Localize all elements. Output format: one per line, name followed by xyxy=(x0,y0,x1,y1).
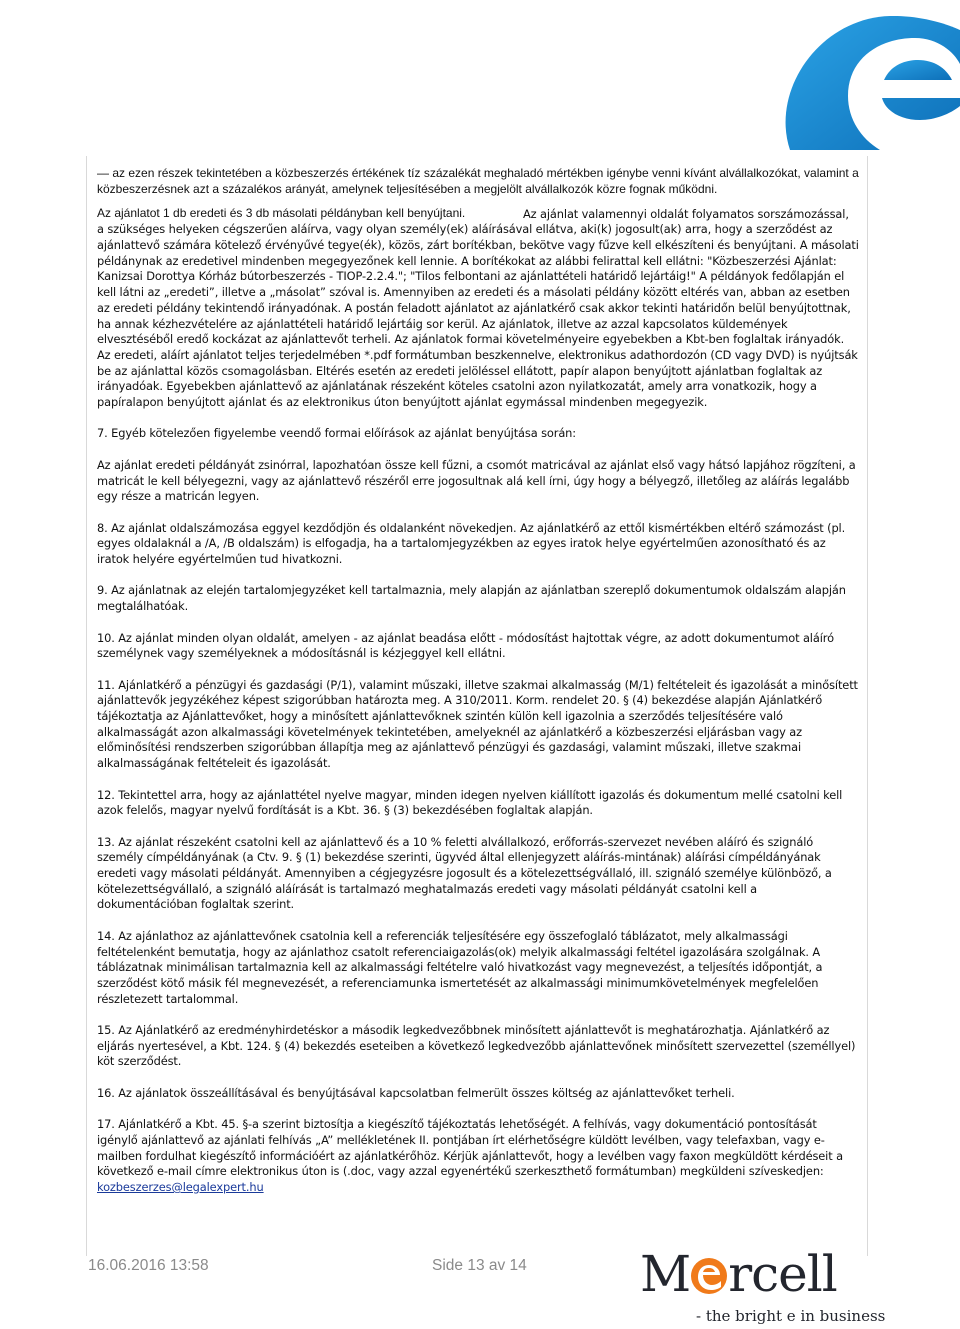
brand-tagline: - the bright e in business xyxy=(696,1307,886,1325)
section-11: 11. Ajánlatkérő a pénzügyi és gazdasági (P/1), valamint műszaki, illetve szakmai alkalmasság (M/1) feltételeit és igazolását a minősített ajánlattevők jegyzékéhez képest szigorúbban határozta meg. A 310/2011. Korm. rendelet 20. § (4) bekezdése alapján Ajánlatkérő tájékoztatja az Ajánlattevőket, hogy a minősített ajánlattevőknek szintén külön kell igazolnia a szerződés teljesítésére való alkalmasságát azon alkalmassági követelmények tekintetében, amelyeknél az ajánlatkérő a közbeszerzési eljárásban vagy az előminősítési rendszerben szigorúbban állapítja meg az ajánlattevő pénzügyi és gazdasági, valamint műszaki, illetve szakmai alkalmasságának feltételeit és igazolását. xyxy=(97,677,858,771)
footer-date: 16.06.2016 13:58 xyxy=(88,1257,209,1274)
section-16: 16. Az ajánlatok összeállításával és benyújtásával kapcsolatban felmerült összes költség az ajánlattevőket terheli. xyxy=(97,1085,735,1100)
section-13: 13. Az ajánlat részeként csatolni kell az ajánlattevő és a 10 % feletti alvállalkozó, erőforrás-szervezet nevében aláíró és szignáló személy címpéldányának (a Ctv. 9. § (1) bekezdése szerinti, ügyvéd által ellenjegyzett aláírás-mintának) aláírási címpéldányának eredeti vagy másolati példányát. Amennyiben a cégjegyzésre jogosult és a kötelezettségvállaló, ill. szignáló személye különböző, a kötelezettségvállaló, a szignáló aláírását is tartalmazó meghatalmazás eredeti vagy másolati példányát csatolni kell a dokumentációban foglaltak szerint. xyxy=(97,834,832,912)
brand-wordmark xyxy=(640,1244,837,1304)
paragraph-subcontractors: — az ezen részek tekintetében a közbeszerzés értékének tíz százalékát meghaladó mértékben igénybe venni kívánt alvállalkozókat, valamint a közbeszerzésnek azt a százalékos arányát, amelynek teljesítésében a megjelölt alvállalkozók közre fognak működni. xyxy=(97,166,859,196)
brand-logo xyxy=(640,1245,886,1329)
section-8: 8. Az ajánlat oldalszámozása eggyel kezdődjön és oldalanként növekedjen. Az ajánlatkérő az ettől kismértékben eltérő számozást (pl. egyes oldalaknál a /A, /B oldalszám) is elfogadja, ha a tartalomjegyzékben az egyes iratok helye egyértelműen azonosítható és az iratok helyére egyértelműen tud hivatkozni. xyxy=(97,520,846,567)
section-10: 10. Az ajánlat minden olyan oldalát, amelyen - az ajánlat beadása előtt - módosítást hajtottak végre, az adott dokumentumot aláíró személynek vagy személyeknek a módosításnál is kézjeggyel kell ellátni. xyxy=(97,630,834,661)
brand-m: M xyxy=(640,1245,691,1303)
section-17 xyxy=(97,1117,859,1196)
brand-rest: rcell xyxy=(728,1245,837,1303)
section-15: 15. Az Ajánlatkérő az eredményhirdetéskor a második legkedvezőbbnek minősített ajánlattevőt is meghatározhatja. Ajánlatkérő az eljárás nyertesével, a Kbt. 124. § (4) bekezdés eseteiben a következő legkedvezőbb ajánlattevőnek minősített szervezettel (személlyel) köt szerződést. xyxy=(97,1023,856,1069)
section-9: 9. Az ajánlatnak az elején tartalomjegyzéket kell tartalmaznia, mely alapján az ajánlatban szereplő dokumentumok oldalszám alapján megtalálhatóak. xyxy=(97,583,846,614)
section-17-text: 17. Ajánlatkérő a Kbt. 45. §-a szerint biztosítja a kiegészítő tájékoztatás lehetőségét. A felhívás, vagy dokumentáció pontosítását igénylő ajánlattevő az ajánlati felhívás „A” mellékletének II. pontjában írt elérhetőségre küldött levélben, vagy telefaxban, vagy e-mailben fordulhat kiegészítő információért az ajánlatkérőhöz. Kérjük ajánlattevőt, hogy a levélben vagy faxon megküldött kérdéseit a következő e-mail címre elektronikus úton is (.doc, vagy azzal egyenértékű szerkeszthető formátumban) megküldeni szíveskedjen: xyxy=(97,1117,843,1179)
section-12: 12. Tekintettel arra, hogy az ajánlattétel nyelve magyar, minden idegen nyelven kiállított igazolás és dokumentum mellé csatolni kell azok felelős, magyar nyelvű fordítását is a Kbt. 36. § (3) bekezdésében foglaltak alapján. xyxy=(97,787,843,818)
section-7-body: Az ajánlat eredeti példányát zsinórral, lapozhatóan össze kell fűzni, a csomót matricával az ajánlat első vagy hátsó lapjához rögzíteni, a matricát le kell bélyegezni, vagy az ajánlattevő részéről erre jogosultnak alá kell írni, úgy hogy a bélyegző, illetőleg az aláírás legalább egy része a matricán legyen. xyxy=(97,457,856,504)
marcell-e-logo-icon xyxy=(730,0,960,150)
section-14: 14. Az ajánlathoz az ajánlattevőnek csatolnia kell a referenciák teljesítésére egy összefoglaló táblázatot, mely alkalmassági feltételenként bemutatja, hogy az ajánlathoz csatolt referenciaigazolás(ok) melyik alkalmassági feltétel igazolására szolgálnak. A táblázatnak minimálisan tartalmaznia kell az alkalmassági feltételre való hivatkozást vagy megnevezést, a teljesítés időpontját, a szerződést kötő másik fél megnevezését, a referenciamunka ismertetését az alkalmassági minimumkövetelmények megfelelően részletezett tartalommal. xyxy=(97,928,823,1006)
section-7-title: 7. Egyéb kötelezően figyelembe veendő formai előírások az ajánlat benyújtása során: xyxy=(97,426,576,441)
document-body xyxy=(97,166,859,1211)
paragraph-copies-intro: Az ajánlatot 1 db eredeti és 3 db másolati példányban kell benyújtani. xyxy=(97,206,466,221)
brand-e-icon xyxy=(690,1256,728,1296)
contact-email-link[interactable]: kozbeszerzes@legalexpert.hu xyxy=(97,1180,264,1195)
footer-page-number: Side 13 av 14 xyxy=(432,1257,527,1274)
paragraph-submission-rules: Az ajánlat valamennyi oldalát folyamatos sorszámozással, a szükséges helyeken cégszerűen aláírva, vagy olyan személy(ek) aláírásával ellátva, aki(k) jogosult(ak) arra, hogy a szerződést az ajánlattevő számára kötelező érvényűvé tegye(ék), közös, zárt borítékban, bekötve vagy fűzve kell elkészíteni és benyújtani. A másolati példánynak az eredetivel mindenben megegyezőnek kell lennie. A borítékokat az alábbi felirattal kell ellátni: "Közbeszerzési Ajánlat: Kanizsai Dorottya Kórház bútorbeszerzés - TIOP-2.2.4."; "Tilos felbontani az ajánlattételi határidő lejártáig!" A példányok fedőlapján el kell látni az „eredeti”, illetve a „másolat” szóval is. Amennyiben az eredeti és a másolati példány között eltérés van, abban az esetben az eredeti példány tekintendő irányadónak. A postán feladott ajánlatot az ajánlatkérő csak akkor tekinti határidőn belül benyújtottnak, ha annak kézhezvételére az ajánlattételi határidő lejártáig sor kerül. Az ajánlatok, illetve az azzal kapcsolatos küldemények elvesztéséből eredő kockázat az ajánlattevőt terheli. Az ajánlatok formai követelményeire egyebekben a Kbt-ben foglaltak irányadók. Az eredeti, aláírt ajánlatot teljes terjedelmében *.pdf formátumban beszkennelve, elektronikus adathordozón (CD vagy DVD) is nyújtsák be az ajánlattal közös csomagolásban. Eltérés esetén az eredeti jelöléssel ellátott, papír alapon benyújtott ajánlatban foglaltak az irányadóak. Egyebekben ajánlattevő az ajánlatának részeként köteles csatolni azon nyilatkozatát, amely arra vonatkozik, hogy a papíralapon benyújtott ajánlat és az elektronikus úton benyújtott ajánlat egymással mindenben megegyezik. xyxy=(97,206,859,410)
